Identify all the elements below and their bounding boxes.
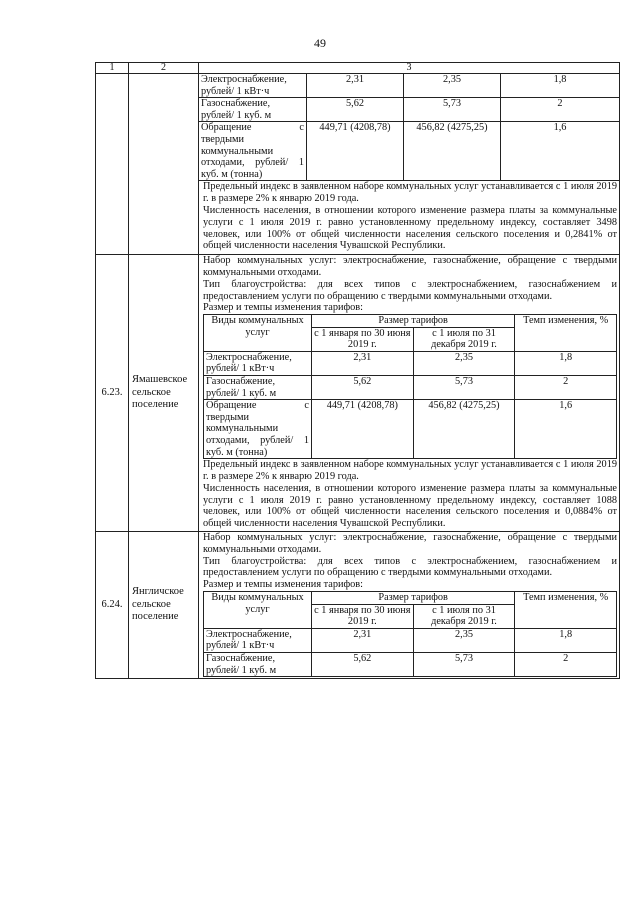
section-content [199,255,620,532]
tariff-header-row [204,315,617,328]
tariff-value-second-half: 2,35 [413,351,515,375]
continuation-name-cell [129,74,199,255]
settlement-name: Ямашевское сельское поселение [129,255,199,532]
page-number: 49 [314,36,326,50]
header-service-kinds: Виды коммунальных услуг [204,315,312,352]
tariff-row [199,122,619,181]
tariff-row [204,628,617,652]
service-set-paragraph: Набор коммунальных услуг: электроснабжение, газоснабжение, обращение с твердыми коммунальными отходами. [203,255,617,278]
section-number: 6.24. [96,532,129,679]
tariff-header-row [204,592,617,605]
tariff-document-table [95,62,620,679]
tariff-sizes-label: Размер и темпы изменения тарифов: [203,579,364,591]
settlement-name: Янгличское сельское поселение [129,532,199,679]
tariff-value-first-half: 5,62 [312,376,414,400]
tariff-row [199,74,619,98]
service-kind: Электроснабжение, рублей/ 1 кВт·ч [199,74,307,98]
change-rate: 1,8 [501,74,620,98]
service-kind: Газоснабжение, рублей/ 1 куб. м [199,98,307,122]
service-kind: Газоснабжение, рублей/ 1 куб. м [204,652,312,676]
tariff-table-6-23 [203,314,617,459]
change-rate: 1,6 [515,400,617,459]
tariff-value-second-half: 5,73 [413,376,515,400]
tariff-sizes-label: Размер и темпы изменения тарифов: [203,302,364,314]
header-service-kinds: Виды коммунальных услуг [204,592,312,629]
population-paragraph: Численность населения, в отношении которого изменение размера платы за коммунальные услуги с 1 июля 2019 г. равно установленному предельному индексу, составляет 3498 человек, или 100% от общей численности населения сельского поселения и 0,2841% от общей численности населения Чувашской Республики. [203,204,617,252]
improvement-type-paragraph: Тип благоустройства: для всех типов с электроснабжением, газоснабжением и предоставлением услуги по обращению с твердыми коммунальными отходами. [203,555,617,579]
continuation-row [96,74,620,255]
service-kind: Электроснабжение, рублей/ 1 кВт·ч [204,351,312,375]
price-index-paragraph: Предельный индекс в заявленном наборе коммунальных услуг устанавливается с 1 июля 2019 г. в размере 2% к январю 2019 года. [203,181,617,205]
price-index-paragraph: Предельный индекс в заявленном наборе коммунальных услуг устанавливается с 1 июля 2019 г. в размере 2% к январю 2019 года. [203,459,617,483]
header-period-first-half: с 1 января по 30 июня 2019 г. [312,604,414,628]
tariff-value-first-half: 5,62 [307,98,404,122]
change-rate: 2 [515,652,617,676]
service-set-paragraph: Набор коммунальных услуг: электроснабжение, газоснабжение, обращение с твердыми коммунальными отходами. [203,532,617,555]
tariff-value-first-half: 2,31 [312,628,414,652]
tariff-value-second-half: 2,35 [404,74,501,98]
tariff-value-second-half: 2,35 [413,628,515,652]
change-rate: 1,6 [501,122,620,181]
tariff-value-first-half: 2,31 [312,351,414,375]
header-tariff-size: Размер тарифов [312,315,515,328]
header-tariff-size: Размер тарифов [312,592,515,605]
tariff-value-second-half: 5,73 [413,652,515,676]
column-header-3: 3 [199,63,620,74]
tariff-value-first-half: 5,62 [312,652,414,676]
column-header-1: 1 [96,63,129,74]
population-paragraph: Численность населения, в отношении которого изменение размера платы за коммунальные услуги с 1 июля 2019 г. равно установленному предельному индексу, составляет 1088 человек, или 100% от общей численности населения сельского поселения и 0,0884% от общей численности населения Чувашской Республики. [203,482,617,530]
improvement-type-paragraph: Тип благоустройства: для всех типов с электроснабжением, газоснабжением и предоставлением услуги по обращению с твердыми коммунальными отходами. [203,278,617,302]
tariff-value-first-half: 449,71 (4208,78) [312,400,414,459]
column-header-2: 2 [129,63,199,74]
change-rate: 2 [501,98,620,122]
section-number: 6.23. [96,255,129,532]
tariff-value-first-half: 449,71 (4208,78) [307,122,404,181]
continuation-tariff-table [199,74,619,181]
change-rate: 2 [515,376,617,400]
service-kind: Обращение с твердыми коммунальными отходами, рублей/ 1 куб. м (тонна) [204,400,312,459]
tariff-value-second-half: 456,82 (4275,25) [413,400,515,459]
change-rate: 1,8 [515,628,617,652]
continuation-content [199,74,620,255]
header-change-rate: Темп изменения, % [515,592,617,629]
service-kind: Газоснабжение, рублей/ 1 куб. м [204,376,312,400]
change-rate: 1,8 [515,351,617,375]
tariff-value-second-half: 456,82 (4275,25) [404,122,501,181]
section-row-6-23 [96,255,620,532]
section-content [199,532,620,679]
service-kind: Обращение с твердыми коммунальными отходами, рублей/ 1 куб. м (тонна) [199,122,307,181]
tariff-table-6-24 [203,591,617,677]
tariff-row [199,98,619,122]
tariff-row [204,376,617,400]
service-kind: Электроснабжение, рублей/ 1 кВт·ч [204,628,312,652]
tariff-row [204,400,617,459]
column-header-row [96,63,620,74]
continuation-number-cell [96,74,129,255]
header-period-first-half: с 1 января по 30 июня 2019 г. [312,327,414,351]
tariff-row [204,351,617,375]
header-period-second-half: с 1 июля по 31 декабря 2019 г. [413,604,515,628]
section-row-6-24 [96,532,620,679]
header-change-rate: Темп изменения, % [515,315,617,352]
header-period-second-half: с 1 июля по 31 декабря 2019 г. [413,327,515,351]
tariff-value-first-half: 2,31 [307,74,404,98]
tariff-row [204,652,617,676]
tariff-value-second-half: 5,73 [404,98,501,122]
